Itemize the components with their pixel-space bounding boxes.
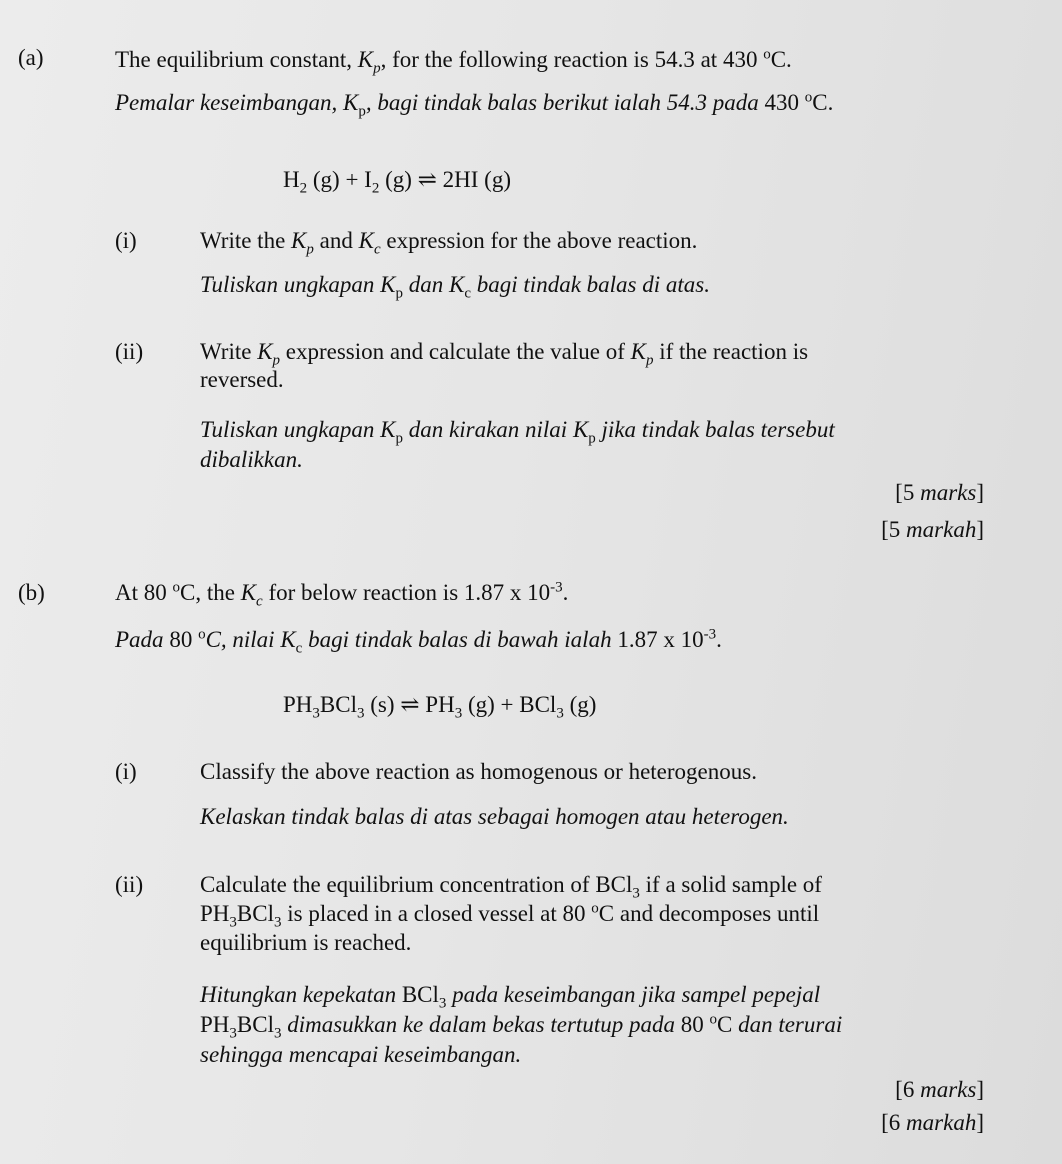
text-fragment: [6 bbox=[881, 1110, 907, 1135]
text-fragment: 3 bbox=[273, 914, 282, 931]
text-fragment: K bbox=[630, 339, 646, 364]
text-fragment: The equilibrium constant, bbox=[115, 47, 358, 72]
text-fragment: C, nilai K bbox=[205, 627, 296, 652]
text-fragment: Hitungkan kepekatan bbox=[200, 982, 402, 1007]
text-fragment: 80 bbox=[169, 627, 199, 652]
text-fragment: Tuliskan ungkapan K bbox=[200, 417, 396, 442]
text-fragment: Pemalar keseimbangan, K bbox=[115, 90, 359, 115]
text-fragment: 3 bbox=[556, 705, 564, 722]
text-fragment: K bbox=[357, 47, 374, 72]
text-fragment: . bbox=[716, 627, 722, 652]
text-fragment: and bbox=[313, 228, 359, 253]
b-i-my bbox=[200, 803, 789, 831]
text-fragment: Write bbox=[200, 339, 258, 364]
text-fragment: 430 bbox=[764, 90, 805, 115]
text-fragment: p bbox=[358, 103, 366, 120]
text-fragment: pada keseimbangan jika sampel pepejal bbox=[446, 982, 821, 1007]
text-fragment: -3 bbox=[550, 579, 563, 596]
b-marks-my bbox=[881, 1109, 984, 1137]
a-ii-en2 bbox=[200, 366, 284, 394]
text-fragment: 3 bbox=[632, 885, 640, 902]
text-fragment: o bbox=[591, 900, 599, 917]
text-fragment: C. bbox=[812, 90, 834, 115]
text-fragment: , bagi tindak balas berikut ialah 54.3 pada bbox=[365, 90, 765, 115]
text-fragment: 3 bbox=[438, 995, 447, 1012]
text-fragment: o bbox=[709, 1011, 717, 1028]
a-ii-my1 bbox=[200, 416, 835, 447]
text-fragment: o bbox=[804, 89, 813, 106]
b-i-label bbox=[115, 758, 137, 786]
a-i-label bbox=[115, 227, 137, 255]
text-fragment: Pada bbox=[115, 627, 170, 652]
text-fragment: o bbox=[763, 46, 771, 63]
text-fragment: C bbox=[716, 1012, 733, 1037]
b-ii-label bbox=[115, 871, 143, 899]
text-fragment: ] bbox=[976, 1077, 984, 1102]
text-fragment: 1.87 x 10 bbox=[617, 627, 704, 652]
text-fragment: C, the bbox=[180, 580, 241, 605]
b-ii-en2 bbox=[200, 900, 820, 931]
a-ii-en1 bbox=[200, 338, 809, 369]
text-fragment: 3 bbox=[229, 1025, 237, 1042]
text-fragment: PH bbox=[283, 692, 313, 717]
b-ii-my1 bbox=[200, 981, 821, 1012]
text-fragment: is placed in a closed vessel at 80 bbox=[281, 901, 592, 926]
b-en bbox=[115, 579, 569, 610]
text-fragment: p bbox=[306, 241, 314, 258]
text-fragment: [5 bbox=[881, 517, 907, 542]
text-fragment: [6 bbox=[895, 1077, 921, 1102]
text-fragment: expression for the above reaction. bbox=[380, 228, 698, 253]
text-fragment: Kelaskan tindak balas di atas sebagai homogen atau heterogen. bbox=[200, 804, 789, 829]
text-fragment: dan terurai bbox=[732, 1012, 843, 1037]
text-fragment: 2 bbox=[371, 180, 380, 197]
text-fragment: C. bbox=[770, 47, 792, 72]
text-fragment: . bbox=[562, 580, 569, 605]
text-fragment: p bbox=[588, 430, 596, 447]
text-fragment: PH bbox=[200, 1012, 230, 1037]
text-fragment: , for the following reaction is 54.3 at 430 bbox=[380, 47, 764, 72]
text-fragment: BCl bbox=[319, 692, 357, 717]
text-fragment: dimasukkan ke dalam bekas tertutup pada bbox=[281, 1012, 681, 1037]
a-my bbox=[115, 89, 834, 120]
text-fragment: BCl bbox=[236, 1012, 274, 1037]
text-fragment: 3 bbox=[312, 705, 320, 722]
text-fragment: for below reaction is 1.87 x 10 bbox=[262, 580, 551, 605]
text-fragment: K bbox=[240, 580, 257, 605]
text-fragment: p bbox=[373, 60, 381, 77]
text-fragment: ] bbox=[976, 1110, 984, 1135]
text-fragment: 2 bbox=[299, 180, 308, 197]
text-fragment: p bbox=[395, 285, 404, 302]
text-fragment: marks bbox=[920, 480, 977, 505]
text-fragment: BCl bbox=[236, 901, 274, 926]
a-en bbox=[115, 46, 792, 77]
text-fragment: markah bbox=[906, 1110, 977, 1135]
text-fragment: if the reaction is bbox=[653, 339, 809, 364]
text-fragment: (i) bbox=[115, 228, 137, 253]
text-fragment: PH bbox=[200, 901, 230, 926]
text-fragment: ] bbox=[976, 480, 984, 505]
text-fragment: K bbox=[291, 228, 307, 253]
a-marks-en bbox=[895, 479, 984, 507]
text-fragment: K bbox=[257, 339, 273, 364]
text-fragment: 3 bbox=[273, 1025, 282, 1042]
text-fragment: (ii) bbox=[115, 339, 144, 364]
text-fragment: BCl bbox=[401, 982, 439, 1007]
text-fragment: ] bbox=[976, 517, 984, 542]
text-fragment: K bbox=[358, 228, 374, 253]
text-fragment: 3 bbox=[229, 914, 237, 931]
text-fragment: -3 bbox=[703, 626, 717, 643]
text-fragment: (b) bbox=[18, 580, 45, 605]
text-fragment: (s) ⇌ PH bbox=[364, 692, 455, 717]
text-fragment: o bbox=[198, 626, 206, 643]
text-fragment: p bbox=[645, 352, 654, 369]
text-fragment: 80 bbox=[680, 1012, 710, 1037]
text-fragment: c bbox=[256, 593, 263, 610]
text-fragment: bagi tindak balas di atas. bbox=[471, 272, 710, 297]
text-fragment: jika tindak balas tersebut bbox=[595, 417, 835, 442]
a-marks-my bbox=[881, 516, 984, 544]
a-ii-my2 bbox=[200, 446, 303, 474]
text-fragment: if a solid sample of bbox=[639, 872, 822, 897]
text-fragment: H bbox=[283, 167, 300, 192]
b-i-en bbox=[200, 758, 757, 786]
a-eq bbox=[283, 166, 512, 197]
text-fragment: (ii) bbox=[115, 872, 144, 897]
a-ii-label bbox=[115, 338, 143, 366]
text-fragment: dibalikkan. bbox=[200, 447, 303, 472]
text-fragment: o bbox=[172, 579, 180, 596]
text-fragment: c bbox=[464, 285, 472, 302]
label-b bbox=[18, 579, 45, 607]
text-fragment: (g) + I bbox=[307, 167, 372, 192]
text-fragment: reversed. bbox=[200, 367, 284, 392]
text-fragment: marks bbox=[920, 1077, 977, 1102]
b-marks-en bbox=[895, 1076, 984, 1104]
text-fragment: (i) bbox=[115, 759, 137, 784]
a-i-my bbox=[200, 271, 710, 302]
b-my bbox=[115, 626, 722, 657]
b-ii-my3 bbox=[200, 1041, 521, 1069]
b-ii-en3 bbox=[200, 929, 411, 957]
label-a bbox=[18, 44, 44, 72]
text-fragment: c bbox=[373, 241, 381, 258]
text-fragment: C and decomposes until bbox=[598, 901, 820, 926]
text-fragment: Classify the above reaction as homogenous or heterogenous. bbox=[200, 759, 757, 784]
b-ii-my2 bbox=[200, 1011, 843, 1042]
text-fragment: Write the bbox=[200, 228, 292, 253]
text-fragment: Tuliskan ungkapan K bbox=[200, 272, 396, 297]
text-fragment: sehingga mencapai keseimbangan. bbox=[200, 1042, 522, 1067]
text-fragment: p bbox=[272, 352, 281, 369]
text-fragment: bagi tindak balas di bawah ialah bbox=[302, 627, 618, 652]
text-fragment: [5 bbox=[895, 480, 921, 505]
text-fragment: 3 bbox=[356, 705, 365, 722]
text-fragment: At 80 bbox=[115, 580, 173, 605]
b-ii-en1 bbox=[200, 871, 822, 902]
text-fragment: (g) ⇌ 2HI (g) bbox=[379, 167, 512, 192]
text-fragment: c bbox=[295, 640, 303, 657]
text-fragment: equilibrium is reached. bbox=[200, 930, 412, 955]
a-i-en bbox=[200, 227, 698, 258]
text-fragment: (g) bbox=[563, 692, 597, 717]
text-fragment: dan K bbox=[403, 272, 465, 297]
text-fragment: dan kirakan nilai K bbox=[403, 417, 589, 442]
text-fragment: markah bbox=[906, 517, 977, 542]
text-fragment: expression and calculate the value of bbox=[280, 339, 631, 364]
text-fragment: (a) bbox=[18, 45, 44, 70]
text-fragment: Calculate the equilibrium concentration of BCl bbox=[200, 872, 633, 897]
b-eq bbox=[283, 691, 597, 722]
text-fragment: (g) + BCl bbox=[462, 692, 557, 717]
text-fragment: p bbox=[395, 430, 404, 447]
text-fragment: 3 bbox=[454, 705, 463, 722]
